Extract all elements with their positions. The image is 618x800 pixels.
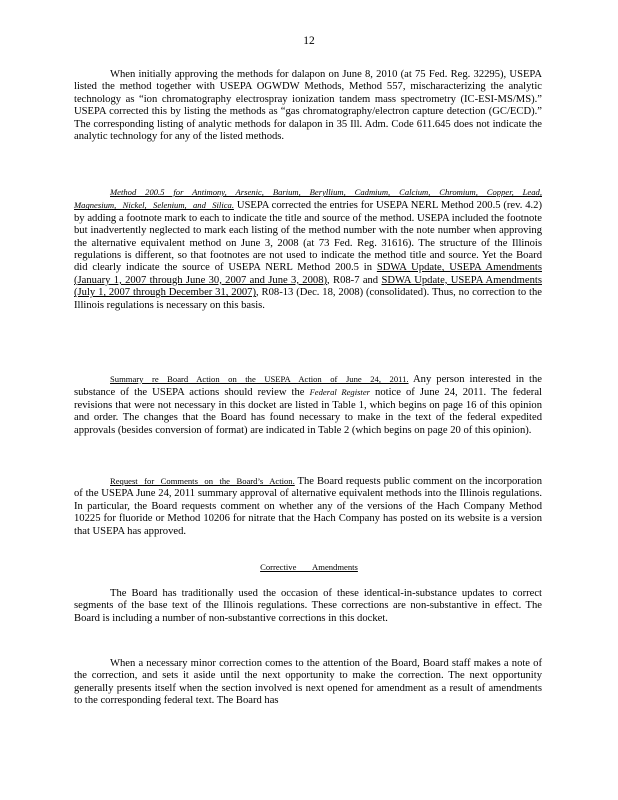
paragraph-dalapon	[74, 69, 542, 143]
page-number: 12	[303, 35, 315, 47]
paragraph-text: The Board requests public comment on the incorporation of the USEPA June 24, 2011 summary approval of alternative equivalent methods into the Illinois regulations. In particular, the Board requests comment on whether any of the versions of the Hach Company Method 10225 for fluoride or Method 10206 for nitrate that the Hach Company has posted on its website is a version that USEPA has approved.	[74, 476, 543, 537]
paragraph-text: When a necessary minor correction comes to the attention of the Board, Board staff makes a note of the correction, and sets it aside until the next opportunity to make the correction. The next opportunity generally presents itself when the section involved is next opened for amendment as a result of amendments to the corresponding federal text. The Board has	[74, 658, 542, 707]
paragraph-method-200-5	[74, 186, 542, 312]
paragraph-request-comments	[74, 475, 542, 538]
paragraph-text: The Board has traditionally used the occasion of these identical-in-substance updates to correct segments of the base text of the Illinois regulations. These corrections are non-substantive in effect. The Board is including a number of non-substantive corrections in this docket.	[74, 588, 542, 624]
section-heading: Corrective Amendments	[260, 562, 358, 572]
paragraph-text: notice of June 24, 2011. The federal revisions that were not necessary in this docket are listed in Table 1, which begins on page 16 of this opinion and order. The changes that the Board has found necessary to make in the text of the federal expedited approvals (besides conversion of format) are indicated in Table 2 (which begins on page 20 of this opinion).	[74, 387, 542, 436]
paragraph-corrective	[74, 588, 542, 625]
paragraph-text: , R08-13 (Dec. 18, 2008) (consolidated). Thus, no correction to the Illinois regulations is necessary on this basis.	[74, 287, 542, 311]
paragraph-minor-correction	[74, 658, 542, 708]
publication-title: Federal Register	[309, 387, 370, 398]
paragraph-text: USEPA corrected the entries for USEPA NERL Method 200.5 (rev. 4.2) by adding a footnote mark to each to indicate the title and source of the method. USEPA included the footnote but inadvertently neglected to mark each listing of the method number with the note number when approving the alternative equivalent method on June 3, 2008 (at 73 Fed. Reg. 31616). The structure of the Illinois regulations is different, so that footnotes are not used to indicate the method title and source. Yet the Board did clearly indicate the source of USEPA NERL Method 200.5 in	[74, 200, 542, 274]
paragraph-text: , R08-7 and	[327, 274, 382, 286]
docket-citation: SDWA Update, USEPA Amendments (January 1, 2007 through June 30, 2007 and June 3, 2008)	[74, 262, 542, 286]
paragraph-heading: Method 200.5 for Antimony, Arsenic, Barium, Beryllium, Cadmium, Calcium, Chromium, Copper, Lead, Magnesium, Nickel, Selenium, and Silica.	[74, 187, 542, 211]
paragraph-heading: Summary re Board Action on the USEPA Action of June 24, 2011.	[110, 374, 409, 384]
paragraph-heading: Request for Comments on the Board’s Action.	[110, 476, 295, 486]
docket-citation: SDWA Update, USEPA Amendments (July 1, 2007 through December 31, 2007)	[74, 274, 542, 299]
paragraph-text: Any person interested in the substance of the USEPA actions should review the	[74, 374, 542, 399]
paragraph-summary	[74, 373, 542, 437]
paragraph-text: When initially approving the methods for dalapon on June 8, 2010 (at 75 Fed. Reg. 32295), USEPA listed the method together with USEPA OGWDW Methods, Method 557, mischaracterizing the analytic technology as “ion chromatography electrospray ionization tandem mass spectrometry (IC-ESI-MS/MS).” USEPA corrected this by listing the methods as “gas chromatography/electron capture detection (GC/ECD).” The corresponding listing of analytic methods for dalapon in 35 Ill. Adm. Code 611.645 does not indicate the analytic technology for any of the listed methods.	[74, 69, 542, 143]
